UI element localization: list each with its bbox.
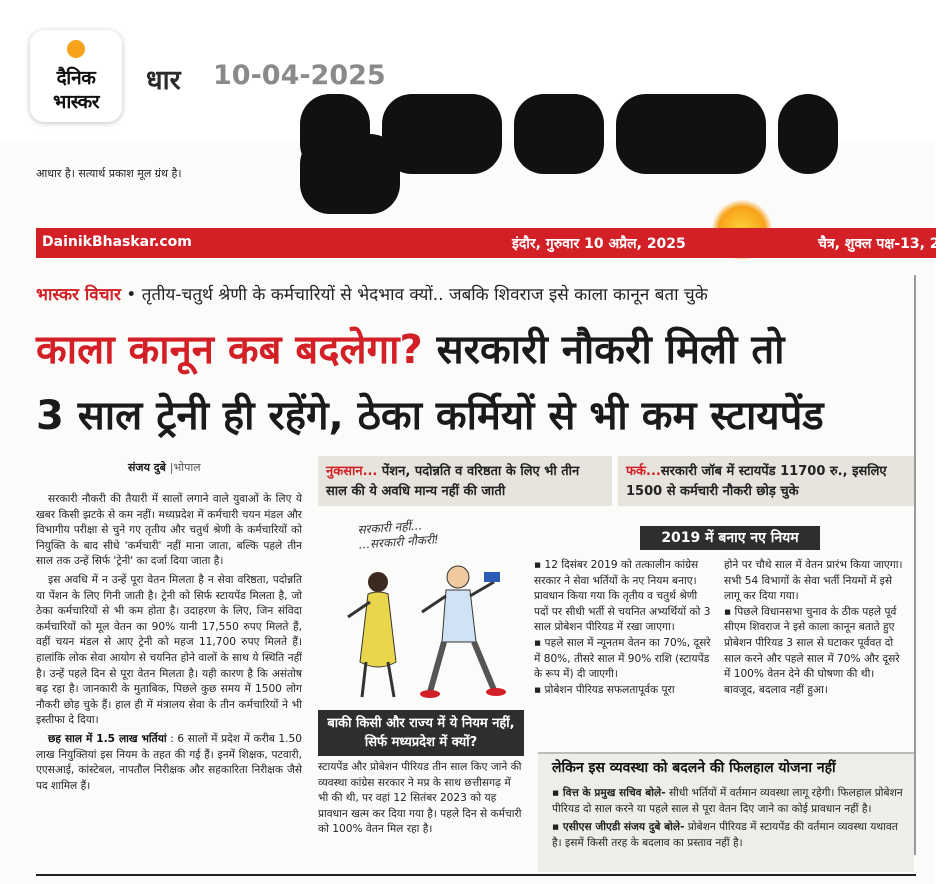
logo-line2: भास्कर [52,91,100,113]
headline-line2: 3 साल ट्रेनी ही रहेंगे, ठेका कर्मियों से भी कम स्टायपेंड [36,393,824,439]
difference-text: सरकारी जॉब में स्टायपेंड 11700 रु., इसलिए 1500 से कर्मचारी नौकरी छोड़ चुके [626,464,887,499]
byline [128,460,201,475]
cartoon-speech-line2: ...सरकारी नौकरी! [358,532,440,552]
kicker-label: भास्कर विचार [36,285,121,305]
quote-speaker: ▪ एसीएस जीएडी संजय दुबे बोले- [552,821,685,834]
quote [552,820,904,851]
column-divider [914,275,916,855]
dateline-strip [36,228,949,258]
plan-box [538,752,914,872]
bottom-rule [36,874,916,876]
loss-box [318,456,612,506]
headline-line1 [36,320,785,375]
loss-text: पेंशन, पदोन्नति व वरिष्ठता के लिए भी तीन साल की ये अवधि मान्य नहीं की जाती [326,464,580,499]
quote-speaker: ▪ वित्त के प्रमुख सचिव बोले- [552,787,666,799]
article-column-1 [36,492,302,797]
article-column-2: स्टायपेंड और प्रोबेशन पीरियड तीन साल किए जाने की व्यवस्था कांग्रेस सरकार ने मप्र के साथ छत्तीसगढ़ में भी की थी, पर वहां 12 सितंबर 2023 को यह प्रावधान खत्म कर दिया गया है। पहले दिन से कर्मचारी को 100% वेतन मिल रहा है। [318,761,522,836]
previous-article-text: आधार है। सत्यार्थ प्रकाश मूल ग्रंथ है। [36,167,182,180]
cartoon-figures-icon [318,512,528,712]
paragraph [36,732,302,794]
newspaper-page [0,140,949,884]
quote-text: प्रोबेशन पीरियड में स्टायपेंड की वर्तमान व्यवस्था यथावत है। इसमें किसी तरह के बदलाव का प्रस्ताव नहीं है। [552,821,898,849]
kicker [36,282,708,305]
dainik-bhaskar-logo[interactable] [30,30,122,122]
tithi: चैत्र, शुक्ल पक्ष-13, 20 [818,236,949,252]
masthead-fragment [300,134,940,178]
plan-body [552,786,904,854]
paragraph-text: : 6 सालों में प्रदेश में करीब 1.50 लाख नियुक्तियां इस नियम के तहत की गई हैं। इनमें शिक्षक, पटवारी, एएसआई, कांस्टेबल, नापतौल निरीक्षक और सहकारिता निरीक्षक जैसे पद शामिल हैं। [36,732,302,792]
byline-name: संजय दुबे [128,461,166,474]
dateline: इंदौर, गुरुवार 10 अप्रैल, 2025 [512,236,686,252]
plan-heading: लेकिन इस व्यवस्था को बदलने की फिलहाल योजना नहीं [552,760,836,776]
difference-box [618,456,914,506]
headline-red: काला कानून कब बदलेगा? [36,327,423,373]
cartoon-illustration [318,512,528,712]
site-url: DainikBhaskar.com [42,234,192,250]
bullet: ▪ 12 दिसंबर 2019 को तत्कालीन कांग्रेस सरकार ने सेवा भर्तियों के नए नियम बनाए। प्रावधान किया गया कि तृतीय व चतुर्थ श्रेणी पदों पर सीधी भर्ती से चयनित अभ्यर्थियों को 3 साल प्रोबेशन पीरियड में रखा जाएगा। [534,559,711,634]
kicker-text: • तृतीय-चतुर्थ श्रेणी के कर्मचारियों से भेदभाव क्यों.. जबकि शिवराज इसे काला कानून बता चुके [120,285,708,305]
difference-lead: फर्क... [626,464,661,479]
bullet: ▪ पिछले विधानसभा चुनाव के ठीक पहले पूर्व सीएम शिवराज ने इसे काला कानून बताते हुए प्रोबेशन पीरियड 3 साल से घटाकर पूर्ववत दो साल करने और पहले साल में 70% और दूसरे में 100% वेतन देने की घोषणा की थी। बावजूद, बदलाव नहीं हुआ। [724,605,900,696]
quote-text: सीधी भर्तियों में वर्तमान व्यवस्था लागू रहेगी। फिलहाल प्रोबेशन पीरियड दो साल करने या पहले साल से पूरा वेतन दिए जाने का कोई प्रावधान नहीं है। [552,787,903,815]
bullet: ▪ प्रोबेशन पीरियड सफलतापूर्वक पूरा [534,683,675,696]
article-column-3 [534,558,712,698]
article-column-4 [724,558,904,698]
paragraph: इस अवधि में न उन्हें पूरा वेतन मिलता है न सेवा वरिष्ठता, पदोन्नति या पेंशन के लिए गिनी जाती है। ट्रेनी को सिर्फ स्टायपेंड मिलता है, जो ठेका कर्मचारियों से भी कम होता है। उदाहरण के लिए, जिन संविदा कर्मचारियों को मूल वेतन का 90% यानी 17,550 रुपए मिलते हैं, वहीं चयन मंडल से आए ट्रेनी को महज 11,700 रुपए मिलते हैं। हालांकि लोक सेवा आयोग से चयनित होने वालों के साथ ये स्थिति नहीं है। उन्हें पहले दिन से पूरा वेतन मिलता है। यही कारण है कि असंतोष बढ़ रहा है। जानकारी के मुताबिक, पिछले कुछ समय में 1500 लोग नौकरी छोड़ चुके हैं। हाल ही में मंत्रालय सेवा के तीन कर्मचारियों ने भी इस्तीफा दे दिया। [36,573,302,727]
headline-black: सरकारी नौकरी मिली तो [422,327,785,373]
loss-lead: नुकसान... [326,464,378,479]
cartoon-caption: बाकी किसी और राज्य में ये नियम नहीं, सिर्फ मध्यप्रदेश में क्यों? [318,710,524,756]
subhead: छह साल में 1.5 लाख भर्तियां [48,732,167,745]
cartoon-speech-line1: सरकारी नहीं... [357,518,423,537]
bullet: होने पर चौथे साल में वेतन प्रारंभ किया जाएगा। सभी 54 विभागों के सेवा भर्ती नियमों में इसे लागू कर दिया गया। [724,559,903,603]
edition-city: धार [146,65,181,96]
byline-place: |भोपाल [169,461,201,474]
paragraph: सरकारी नौकरी की तैयारी में सालों लगाने वाले युवाओं के लिए ये खबर किसी झटके से कम नहीं। मध्यप्रदेश में कर्मचारी चयन मंडल और विभागीय परीक्षा से चुने गए तृतीय और चतुर्थ श्रेणी के कर्मचारियों को नियुक्ति के बाद सीधे 'कर्मचारी' नहीं माना जाता, बल्कि पहले तीन साल तक उन्हें सिर्फ 'ट्रेनी' का दर्जा दिया जाता है। [36,493,302,568]
rules-title: 2019 में बनाए नए नियम [640,526,820,550]
edition-date: 10-04-2025 [213,60,386,91]
logo-line1: दैनिक [56,67,96,89]
sun-logo-icon [67,40,85,58]
bullet: ▪ पहले साल में न्यूनतम वेतन का 70%, दूसरे में 80%, तीसरे साल में 90% राशि (स्टायपेंड के रूप में) दी जाएगी। [534,636,711,681]
quote [552,786,904,817]
